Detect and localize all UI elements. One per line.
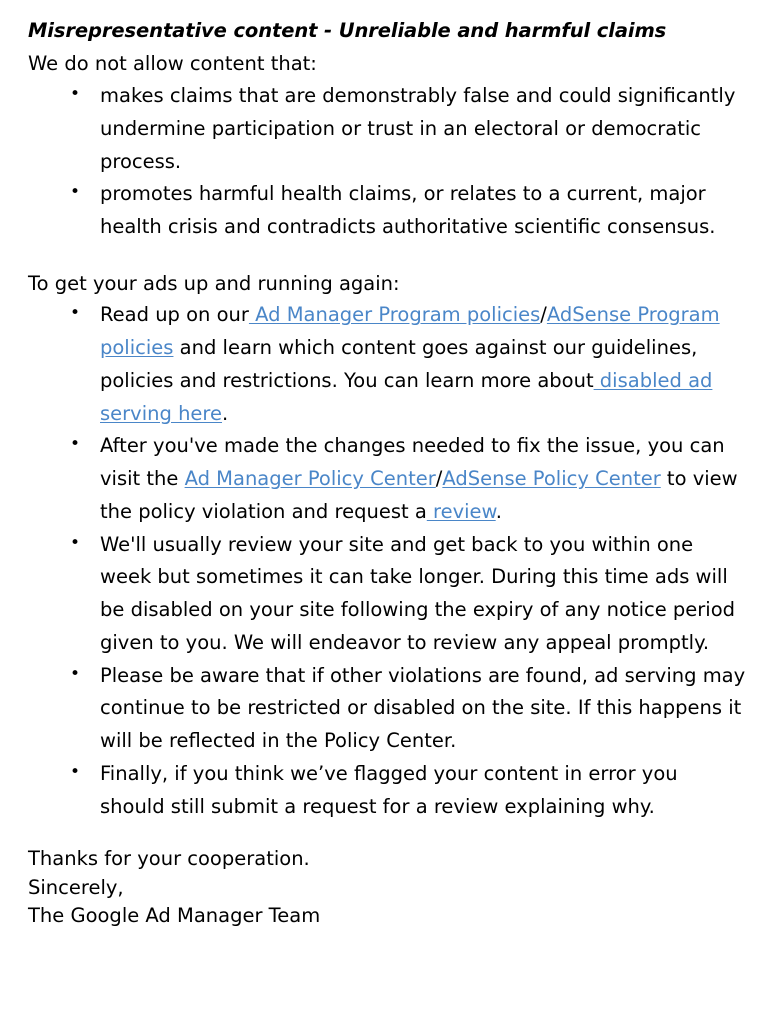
link-adsense-policy-center[interactable]: AdSense Policy Center: [442, 467, 661, 491]
closing-spacer: [28, 823, 746, 843]
list-item: [28, 529, 746, 660]
link-review[interactable]: review: [426, 499, 496, 523]
page-title: Misrepresentative content - Unreliable and harmful claims: [28, 19, 667, 42]
list-item: [28, 80, 746, 178]
link-ad-manager-policy-center[interactable]: Ad Manager Policy Center: [184, 467, 436, 491]
link-adsense-program-policies[interactable]: AdSense Program policies: [100, 303, 720, 360]
steps-intro-paragraph: To get your ads up and running again:: [28, 271, 400, 295]
step2-separator: /: [435, 467, 443, 491]
list-item: [28, 299, 746, 430]
link-ad-manager-program-policies[interactable]: Ad Manager Program policies: [248, 303, 541, 327]
remediation-steps-list: [28, 299, 746, 823]
step1-end-text: .: [222, 401, 229, 425]
closing-thanks: Thanks for your cooperation.: [28, 847, 310, 871]
step2-lead-text: After you've made the changes needed to fix the issue, you can visit the: [100, 434, 725, 491]
step1-separator: /: [540, 303, 547, 327]
step1-lead-text: Read up on our: [100, 303, 249, 327]
list-item: [28, 430, 746, 528]
list-item-text: We'll usually review your site and get back to you within one week but sometimes it can take longer. During this time ads will be disabled on your site following the expiry of any notice period given to you. We will endeavor to review any appeal promptly.: [100, 532, 736, 654]
list-item-text: Please be aware that if other violations are found, ad serving may continue to be restricted or disabled on the site. If this happens it will be reflected in the Policy Center.: [100, 663, 746, 753]
step2-end-text: .: [495, 499, 502, 523]
intro-paragraph: We do not allow content that:: [28, 52, 317, 76]
link-disabled-ad-serving-here[interactable]: disabled ad serving here: [100, 368, 713, 425]
disallowed-content-list: [28, 80, 746, 244]
list-item: [28, 660, 746, 758]
section-spacer: [28, 244, 746, 270]
list-item-text: promotes harmful health claims, or relates to a current, major health crisis and contradicts authoritative scientific consensus.: [100, 182, 716, 238]
list-item-text: Finally, if you think we’ve flagged your content in error you should still submit a request for a review explaining why.: [100, 761, 678, 818]
closing-block: [28, 845, 746, 930]
closing-sincerely: Sincerely,: [28, 875, 124, 899]
list-item-text: makes claims that are demonstrably false and could significantly undermine participation or trust in an electoral or democratic process.: [100, 84, 736, 173]
list-item: [28, 758, 746, 824]
closing-team: The Google Ad Manager Team: [28, 903, 321, 927]
list-item: [28, 178, 746, 244]
step1-middle-text: and learn which content goes against our guidelines, policies and restrictions. You can learn more about: [100, 336, 698, 392]
step2-middle-text: to view the policy violation and request a: [100, 467, 738, 523]
